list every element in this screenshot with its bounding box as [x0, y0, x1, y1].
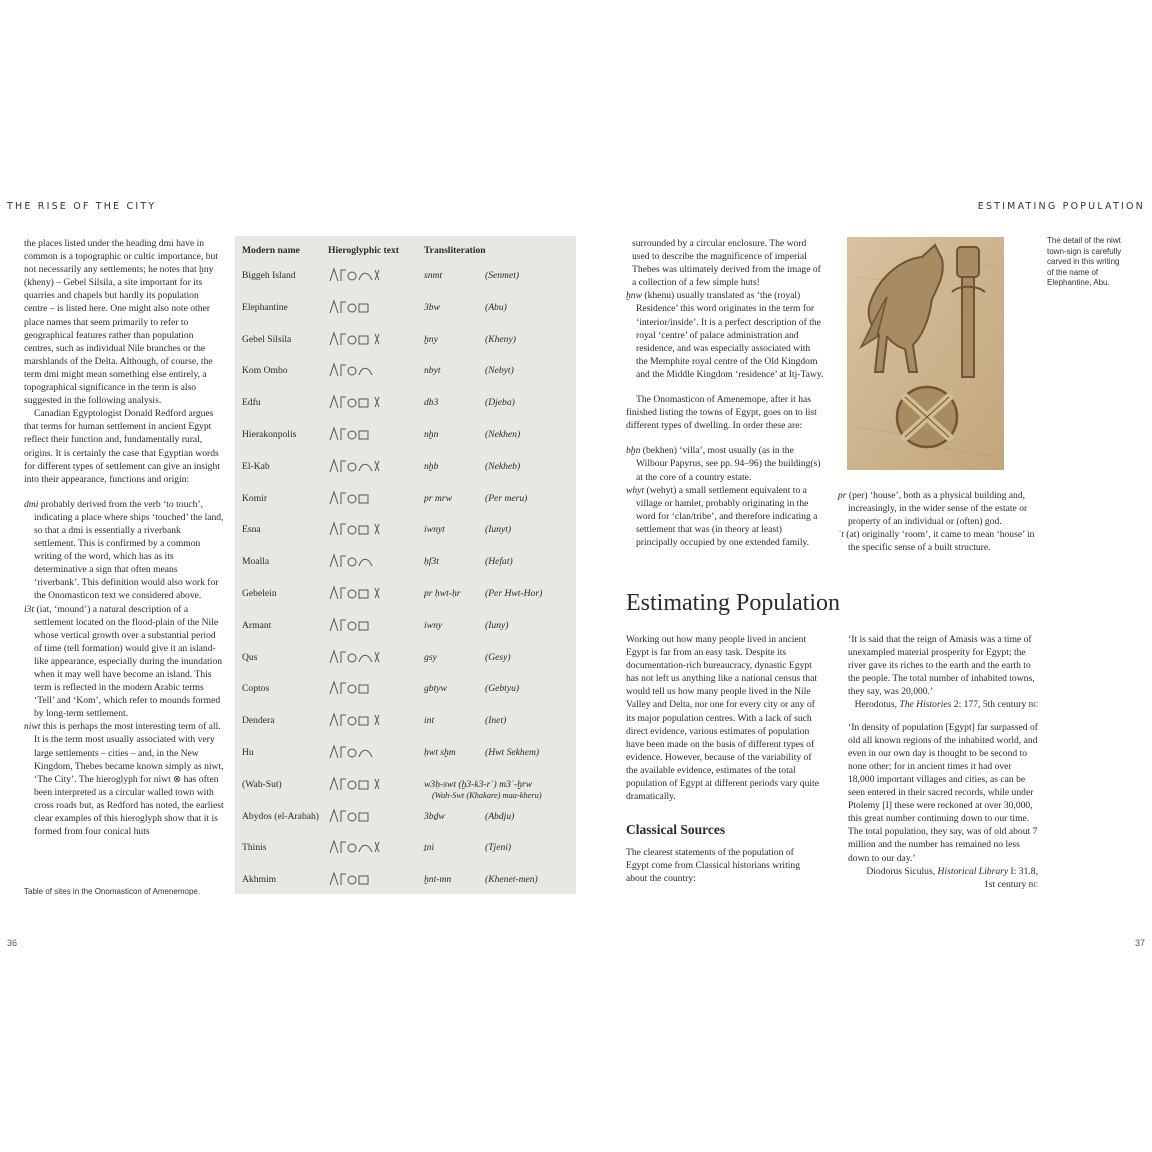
term-entry-per — [838, 489, 1038, 528]
table-header-modern-name: Modern name — [242, 245, 300, 256]
hieroglyph-glyphs — [328, 711, 388, 729]
cell-reading: (Djeba) — [485, 397, 515, 409]
term-entry-niwt — [24, 720, 224, 838]
era-label: BC — [1028, 701, 1038, 710]
term-entry-dmi — [24, 498, 224, 603]
hieroglyph-glyphs — [328, 361, 388, 379]
cell-transliteration: 3bḏw — [424, 810, 445, 822]
table-row — [235, 361, 576, 381]
term: dmi — [24, 498, 39, 510]
table-row — [235, 870, 576, 890]
cell-reading: (Senmet) — [485, 270, 520, 281]
term-definition: (khenu) usually translated as ‘the (royal) Residence’ this word originates in the term for ‘interior/inside’. It is a perfect description of the royal ‘centre’ of palace administration and residence, and was especially associated with the Memphite royal centre of the Old Kingdom and the Middle Kingdom ‘residence’ at Itj-Tawy. — [636, 290, 824, 380]
cell-transliteration: ḫny — [424, 333, 438, 345]
term-entry-at — [838, 528, 1038, 554]
hieroglyph-icon — [328, 870, 388, 891]
hieroglyph-icon — [328, 838, 388, 859]
hieroglyph-glyphs — [328, 838, 388, 856]
term-definition: this is perhaps the most interesting term of all. It is the term most usually associated with very large settlements – cities – and, in the New Kingdom, Thebes became known simply as niwt, ‘The City’. The hieroglyph for niwt ⊗ has often been interpreted as a circular walled town with cross roads but, as Redford has noted, the earliest clear examples of this hieroglyph show that it is formed from four conical huts — [34, 721, 224, 838]
sites-table — [235, 236, 576, 894]
hieroglyph-glyphs — [328, 489, 388, 507]
hieroglyph-icon — [328, 807, 388, 828]
cell-reading: (Hwt Sekhem) — [485, 747, 540, 758]
era-label: BC — [1028, 880, 1038, 889]
page-number-right: 37 — [1134, 938, 1145, 948]
hieroglyph-glyphs — [328, 520, 388, 538]
hieroglyph-glyphs — [328, 393, 388, 411]
table-caption: Table of sites in the Onomasticon of Amenemope. — [24, 887, 201, 896]
hieroglyph-glyphs — [328, 266, 388, 284]
cell-transliteration: ḥf3t — [424, 556, 439, 568]
right-column-top — [626, 237, 824, 549]
cell-reading: (Abdju) — [485, 810, 515, 822]
cell-transliteration: int — [424, 715, 435, 727]
table-row — [235, 489, 576, 509]
cell-modern-name: Esna — [242, 524, 261, 536]
term-entry-khenu — [626, 289, 824, 381]
cell-reading: (Kheny) — [485, 333, 516, 345]
term-definition: (at) originally ‘room’, it came to mean ‘house’ in the specific sense of a built structure. — [843, 529, 1035, 554]
hieroglyph-icon — [328, 584, 388, 605]
stone-relief-image — [847, 237, 1004, 470]
cell-transliteration: gbtyw — [424, 683, 447, 695]
cell-modern-name: Kom Ombo — [242, 365, 288, 377]
cell-reading: (Iunyt) — [485, 524, 512, 536]
cell-modern-name: Komir — [242, 492, 268, 504]
attribution-work: The Histories — [899, 699, 952, 711]
hieroglyph-icon — [328, 298, 388, 319]
cell-reading: (Nekhen) — [485, 429, 521, 440]
table-row — [235, 743, 576, 763]
cell-reading: (Abu) — [485, 301, 507, 313]
hieroglyph-glyphs — [328, 457, 388, 475]
table-row — [235, 807, 576, 827]
term-definition: (iat, ‘mound’) a natural description of a settlement located on the flood-plain of the Nile whose vertical growth over a substantial period of time (tell formation) would give it an island-like appearance, especially during the inundation when it may well have become an island. This term is reflected in the modern Arabic terms ‘Tell’ and ‘Kom’, which refer to mounds formed by long-term settlement. — [34, 603, 223, 720]
cell-reading: (Gesy) — [485, 651, 511, 663]
hieroglyph-icon — [328, 552, 388, 573]
table-row — [235, 457, 576, 477]
hieroglyph-icon — [328, 489, 388, 510]
photo-caption: The detail of the niwt town-sign is carefully carved in this writing of the name of Elephantine, Abu. — [1047, 236, 1122, 287]
attribution-author: Herodotus, — [854, 699, 900, 711]
cell-modern-name: Qus — [242, 651, 258, 663]
cell-transliteration: 3bw — [424, 301, 440, 313]
hieroglyph-icon — [328, 330, 388, 351]
quote-diodorus: ‘In density of population [Egypt] far surpassed of old all known regions of the inhabited world, and even in our own day is thought to be second to none other; for in ancient times it had over 18,000 important villages and cities, as can be seen entered in their sacred records, while under Ptolemy [I] these were reckoned at over 30,000, this great number continuing down to our time. The total population, they say, was of old about 7 million and the number has remained no less down to our day.’ — [848, 721, 1038, 864]
paragraph: surrounded by a circular enclosure. The word used to describe the magnificence of imperial Thebes was ultimately derived from the image of a collection of a few simple huts! — [632, 238, 821, 289]
paragraph: Working out how many people lived in ancient Egypt is far from an easy task. Despite its documentation-rich bureaucracy, dynastic Egypt has not left us anything like a national census that would tell us how many people lived in the Nile Valley and Delta, nor one for every city or any of its major population centres. With a lack of such direct evidence, various estimates of population have been made on the basis of different types of evidence. However, because of the variability of the available evidence, estimates of the total population of Egypt at different periods vary quite dramatically. — [626, 634, 819, 803]
hieroglyph-glyphs — [328, 648, 388, 666]
estimating-column — [626, 633, 822, 803]
hieroglyph-icon — [328, 711, 388, 732]
table-row — [235, 552, 576, 572]
term: ʿt — [838, 529, 844, 541]
hieroglyph-icon — [328, 393, 388, 414]
right-column-terms — [838, 489, 1038, 554]
term: whyt — [626, 484, 645, 496]
hieroglyph-glyphs — [328, 298, 388, 316]
hieroglyph-glyphs — [328, 425, 388, 443]
hieroglyph-icon — [328, 266, 388, 287]
attribution-author: Diodorus Siculus, — [866, 865, 938, 877]
cell-transliteration: ḫnt-mn — [424, 874, 452, 886]
cell-reading: (Tjeni) — [485, 842, 512, 854]
cell-transliteration: iwnyt — [424, 524, 445, 536]
hieroglyph-glyphs — [328, 807, 388, 825]
cell-transliteration: w3ḥ-swt (ḫ3-k3-rʿ) m3ʿ-ḫrw — [424, 778, 533, 790]
term: ḫnw — [626, 290, 642, 302]
cell-modern-name: Abydos (el-Arabah) — [242, 810, 319, 822]
table-row — [235, 298, 576, 318]
attribution-work: Historical Library — [937, 865, 1009, 877]
cell-modern-name: Moalla — [242, 556, 270, 568]
hieroglyph-glyphs — [328, 743, 388, 761]
cell-modern-name: Akhmim — [242, 874, 277, 886]
quotes-column — [848, 633, 1038, 892]
cell-transliteration: ḥwt sḫm — [424, 747, 456, 758]
table-row — [235, 838, 576, 858]
table-header-transliteration: Transliteration — [424, 245, 486, 256]
hieroglyph-glyphs — [328, 330, 388, 348]
quote-attribution — [848, 865, 1038, 878]
cell-modern-name: El-Kab — [242, 460, 270, 472]
cell-reading: (Per meru) — [485, 492, 528, 504]
cell-transliteration: iwny — [424, 619, 443, 631]
attribution-detail: I: 31.8, — [1008, 865, 1038, 877]
table-row — [235, 425, 576, 445]
hieroglyph-icon — [328, 648, 388, 669]
table-row — [235, 648, 576, 668]
table-row — [235, 711, 576, 731]
hieroglyph-icon — [328, 616, 388, 637]
term-entry-bekhen — [626, 444, 824, 483]
page-number-left: 36 — [7, 938, 18, 948]
cell-transliteration: ṯnì — [424, 842, 435, 854]
cell-modern-name: Hierakonpolis — [242, 429, 297, 440]
table-row — [235, 520, 576, 540]
cell-modern-name: Biggeh Island — [242, 270, 296, 281]
table-row — [235, 393, 576, 413]
cell-modern-name: Gebel Silsila — [242, 333, 292, 345]
cell-transliteration: pr ḥwt-ḥr — [424, 588, 461, 599]
attribution-detail: 2: 177, 5th century — [951, 699, 1029, 711]
cell-reading: (Hefat) — [485, 556, 513, 568]
paragraph: Canadian Egyptologist Donald Redford argues that terms for human settlement in ancient Egypt reflect their function and, fundamentally rural, origins. It is certainly the case that Egyptian words for different types of settlement can give an insight into their appearance, functions and origin: — [24, 408, 220, 485]
cell-modern-name: Thinis — [242, 842, 267, 854]
hieroglyph-icon — [328, 361, 388, 382]
paragraph: the places listed under the heading dmi have in common is a topographic or cultic importance, but not necessarily any settlements; he notes that ḫny (kheny) – Gebel Silsila, a site important for its quarries and chapels but hardly its population centre – is listed here. One might also note other place names that seem primarily to refer to geographical features rather than population centres, such as individual Nile branches or the marshlands of the Delta. Although, of course, the term dmi might mean something else entirely, a topographical significance in the term is also suggested in the following analysis. — [24, 238, 218, 407]
section-title: Estimating Population — [626, 590, 840, 616]
cell-reading: (Nebyt) — [485, 365, 514, 377]
hieroglyph-glyphs — [328, 584, 388, 602]
table-row — [235, 616, 576, 636]
term-entry-whyt — [626, 484, 824, 549]
hieroglyph-icon — [328, 520, 388, 541]
cell-modern-name: Coptos — [242, 683, 270, 695]
cell-note: (Wah-Swt (Khakare) maa-kheru) — [432, 790, 542, 800]
cell-modern-name: (Wah-Sut) — [242, 778, 282, 790]
cell-transliteration: db3 — [424, 397, 439, 409]
hieroglyph-icon — [328, 775, 388, 796]
cell-transliteration: snmt — [424, 270, 443, 281]
term: pr — [838, 490, 847, 501]
term: niwt — [24, 721, 41, 733]
cell-modern-name: Gebelein — [242, 588, 277, 599]
classical-column — [626, 846, 816, 885]
term-definition: probably derived from the verb ‘to touch’, indicating a place where ships ‘touched’ the land, so that a dmi is essentially a riverbank settlement. This is confirmed by a common writing of the word, which has as its determinative a sign that often means ‘riverbank’. This definition would also work for the Onomasticon text we considered above. — [34, 498, 224, 602]
quote-attribution — [848, 698, 1038, 712]
paragraph: The clearest statements of the population of Egypt come from Classical historians writing about the country: — [626, 847, 800, 885]
hieroglyph-glyphs — [328, 552, 388, 570]
cell-reading: (Per Hwt-Hor) — [485, 588, 543, 599]
running-head-right: ESTIMATING POPULATION — [977, 201, 1145, 212]
cell-transliteration: pr mrw — [424, 492, 452, 504]
term-definition: (per) ‘house’, both as a physical building and, increasingly, in the wider sense of the estate or property of an individual or (often) god. — [846, 490, 1028, 528]
cell-transliteration: nḫn — [424, 429, 439, 440]
hieroglyph-glyphs — [328, 870, 388, 888]
cell-reading: (Gebtyu) — [485, 683, 520, 695]
attribution-detail: 1st century — [983, 878, 1029, 890]
left-column — [24, 237, 224, 838]
cell-transliteration: nbyt — [424, 365, 441, 377]
hieroglyph-icon — [328, 679, 388, 700]
subsection-title: Classical Sources — [626, 822, 726, 837]
table-row — [235, 584, 576, 604]
cell-modern-name: Elephantine — [242, 301, 288, 313]
hieroglyph-icon — [328, 743, 388, 764]
cell-modern-name: Edfu — [242, 397, 261, 409]
table-row — [235, 679, 576, 699]
table-row — [235, 266, 576, 286]
term-definition: (bekhen) ‘villa’, most usually (as in the Wilbour Papyrus, see pp. 94–96) the building(s) at the core of a country estate. — [636, 445, 821, 483]
cell-reading: (Inet) — [485, 715, 507, 727]
cell-reading: (Khenet-men) — [485, 874, 538, 886]
term: i3t — [24, 603, 35, 615]
carved-hieroglyph-photo — [847, 237, 1004, 470]
cell-reading: (Nekheb) — [485, 460, 521, 472]
quote-attribution-line2 — [848, 878, 1038, 892]
hieroglyph-glyphs — [328, 775, 388, 793]
term: bḫn — [626, 445, 641, 457]
running-head-left: THE RISE OF THE CITY — [7, 201, 157, 212]
cell-modern-name: Armant — [242, 619, 272, 631]
paragraph: The Onomasticon of Amenemope, after it has finished listing the towns of Egypt, goes on to list different types of dwelling. In order these are: — [626, 394, 817, 432]
cell-modern-name: Dendera — [242, 715, 275, 727]
hieroglyph-glyphs — [328, 679, 388, 697]
cell-transliteration: gsy — [424, 651, 437, 663]
table-row — [235, 330, 576, 350]
cell-reading: (Iuny) — [485, 619, 509, 631]
table-header-hieroglyphic: Hieroglyphic text — [328, 245, 399, 256]
hieroglyph-icon — [328, 425, 388, 446]
quote-herodotus: ‘It is said that the reign of Amasis was a time of unexampled material prosperity for Egypt; the river gave its riches to the earth and the earth to the people. The total number of inhabited towns, they say, was 20,000.’ — [848, 634, 1035, 698]
hieroglyph-icon — [328, 457, 388, 478]
term-definition: (wehyt) a small settlement equivalent to a village or hamlet, probably originating in the word for ‘clan/tribe’, and therefore indicating a settlement that was (in theory at least) principally occupied by one extended family. — [636, 484, 818, 548]
cell-transliteration: nḫb — [424, 460, 439, 472]
hieroglyph-glyphs — [328, 616, 388, 634]
term-entry-iat — [24, 603, 224, 721]
table-row — [235, 775, 576, 800]
cell-modern-name: Hu — [242, 747, 254, 758]
